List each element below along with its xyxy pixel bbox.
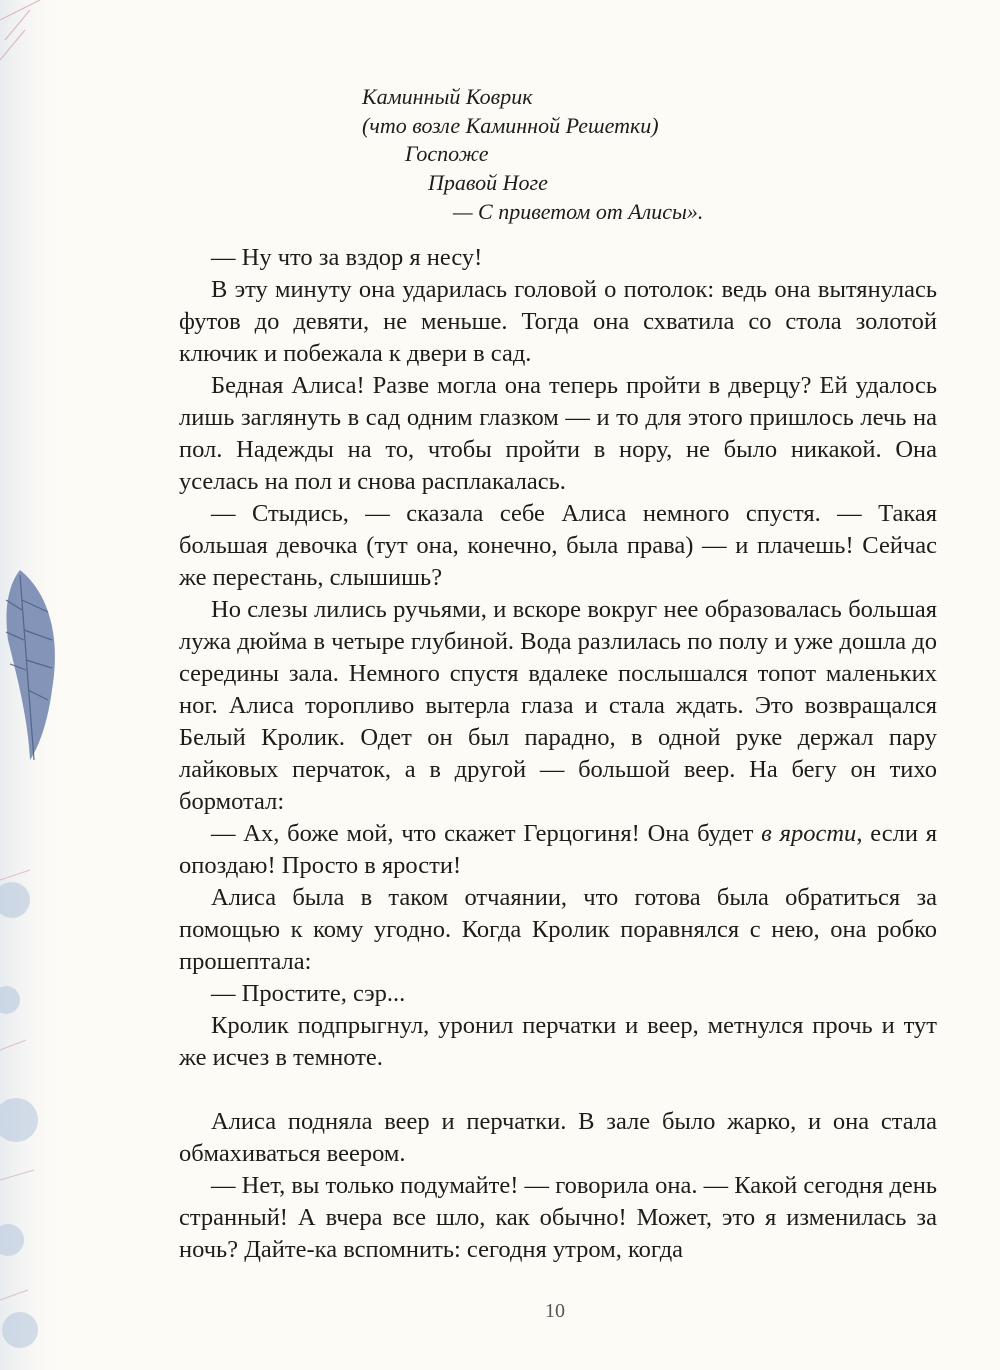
address-line-2: (что возле Каминной Решетки) [362,113,659,138]
address-line-4: Правой Ноге [428,170,548,195]
address-line-3: Госпоже [405,141,489,166]
page-number: 10 [545,1300,565,1322]
paragraph: — Стыдись, — сказала себе Алиса немного спустя. — Такая большая девочка (тут она, конечно, была права) — и плачешь! Сейчас же перестань, слышишь? [179,500,937,591]
paragraph: — Нет, вы только подумайте! — говорила она. — Какой сегодня день странный! А вчера все шло, как обычно! Может, это я изменилась за ночь? Дайте-ка вспомнить: сегодня утром, когда [179,1172,937,1263]
address-line-5: — С приветом от Алисы». [453,199,704,224]
duchess-text-before: — Ах, боже мой, что скажет Герцогиня! Она будет [211,820,762,847]
decorative-feather-illustration [0,0,110,1370]
paragraph: Алиса была в таком отчаянии, что готова была обратиться за помощью к кому угодно. Когда Кролик поравнялся с нею, она робко прошептала: [179,884,937,975]
paragraph: Бедная Алиса! Разве могла она теперь пройти в дверцу? Ей удалось лишь заглянуть в сад одним глазком — и то для этого пришлось лечь на пол. Надежды на то, чтобы пройти в нору, не было никакой. Она уселась на пол и снова расплакалась. [179,372,937,495]
paragraph: Алиса подняла веер и перчатки. В зале было жарко, и она стала обмахиваться веером. [179,1108,937,1167]
address-line-1: Каминный Коврик [362,84,533,109]
duchess-text-after: , если я опоздаю! Просто в ярости! [179,820,937,879]
duchess-emphasis: в ярости [761,820,857,847]
paragraph: В эту минуту она ударилась головой о потолок: ведь она вытянулась футов до девяти, не меньше. Тогда она схватила со стола золотой ключик и побежала к двери в сад. [179,276,937,367]
paragraph-duchess [179,818,937,882]
body-text [179,242,937,1266]
paragraph: — Простите, сэр... [211,980,406,1007]
paragraph: Но слезы лились ручьями, и вскоре вокруг нее образовалась большая лужа дюйма в четыре глубиной. Вода разлилась по полу и уже дошла до середины зала. Немного спустя вдалеке послышался топот маленьких ног. Алиса торопливо вытерла глаза и стала ждать. Это возвращался Белый Кролик. Одет он был парадно, в одной руке держал пару лайковых перчаток, а в другой — большой веер. На бегу он тихо бормотал: [179,596,937,815]
paragraph: — Ну что за вздор я несу! [211,244,483,271]
paragraph: Кролик подпрыгнул, уронил перчатки и веер, метнулся прочь и тут же исчез в темноте. [179,1012,937,1071]
